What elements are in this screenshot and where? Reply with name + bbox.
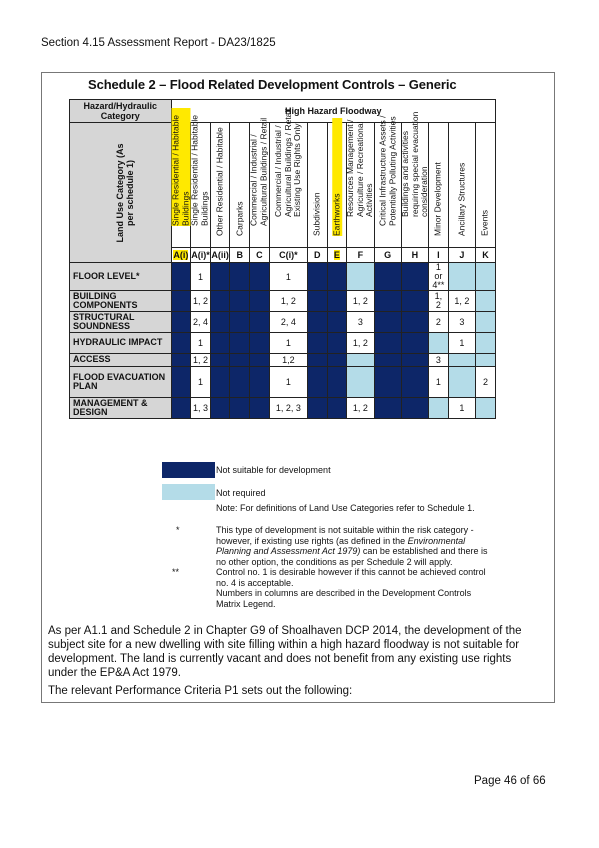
control-cell: 1, 2, 3 <box>269 398 307 419</box>
control-cell: 1, 3 <box>191 398 211 419</box>
control-row <box>70 398 496 419</box>
control-cell: 2 <box>429 312 449 333</box>
control-cell <box>448 367 475 398</box>
control-row <box>70 263 496 291</box>
legend-double-star-text: Control no. 1 is desirable however if this cannot be achieved control no. 4 is acceptable. <box>216 567 486 588</box>
control-row <box>70 354 496 367</box>
control-cell <box>374 312 401 333</box>
category-code <box>307 248 327 263</box>
control-cell <box>475 263 495 291</box>
control-cell <box>429 398 449 419</box>
category-name-cell <box>374 115 401 248</box>
control-label: FLOOD EVACUATION PLAN <box>70 367 172 398</box>
control-cell: 1, 2 <box>347 398 374 419</box>
control-cell <box>250 333 270 354</box>
category-code-text: E <box>333 250 340 260</box>
control-cell: 1 <box>191 367 211 398</box>
category-name: Other Residential / Habitable <box>214 126 225 236</box>
category-name: Single Residential / Habitable Buildings <box>171 108 190 226</box>
control-cell <box>347 367 374 398</box>
control-cell <box>230 354 250 367</box>
control-label: BUILDING COMPONENTS <box>70 291 172 312</box>
control-cell: 3 <box>448 312 475 333</box>
document-header: Section 4.15 Assessment Report - DA23/1825 <box>41 37 276 49</box>
control-cell <box>210 312 230 333</box>
control-cell <box>401 354 428 367</box>
category-name-row <box>70 123 496 248</box>
control-cell: 1, 2 <box>347 291 374 312</box>
category-code <box>230 248 250 263</box>
control-cell <box>307 333 327 354</box>
category-code <box>191 248 211 263</box>
category-name: Commercial / Industrial / Agricultural Buildings / Retail <box>248 117 269 226</box>
control-cell <box>327 398 347 419</box>
category-code <box>374 248 401 263</box>
control-cell <box>475 312 495 333</box>
control-cell: 1 <box>269 333 307 354</box>
control-cell <box>327 312 347 333</box>
control-cell: 1, 2 <box>429 291 449 312</box>
control-cell <box>401 263 428 291</box>
control-cell <box>210 263 230 291</box>
control-cell: 1 <box>191 333 211 354</box>
control-cell <box>401 333 428 354</box>
category-name-cell <box>345 119 375 248</box>
control-cell <box>250 312 270 333</box>
control-cell <box>401 312 428 333</box>
category-name-cell <box>189 114 211 248</box>
category-name-cell <box>475 123 495 248</box>
control-label: HYDRAULIC IMPACT <box>70 333 172 354</box>
control-cell: 3 <box>429 354 449 367</box>
control-cell <box>327 263 347 291</box>
control-cell <box>171 263 191 291</box>
land-use-label <box>70 123 172 263</box>
control-cell <box>307 398 327 419</box>
legend-dark-swatch <box>162 462 215 478</box>
category-code <box>475 248 495 263</box>
control-cell <box>429 333 449 354</box>
control-cell: 3 <box>347 312 374 333</box>
legend-star-text: This type of development is not suitable within the risk category - however, if existing use rights (as defined in the Environmental Planning and Assessment Act 1979) can be established and there is no other option, the conditions as per Schedule 2 will apply. <box>216 525 488 567</box>
hazard-label: Hazard/Hydraulic Category <box>70 100 172 123</box>
control-cell <box>347 354 374 367</box>
control-cell <box>230 291 250 312</box>
category-code-text: H <box>411 250 419 260</box>
category-name-cell <box>170 114 191 248</box>
control-cell <box>171 291 191 312</box>
category-name-cell <box>307 123 327 248</box>
category-code-text: B <box>236 250 244 260</box>
legend-note: Note: For definitions of Land Use Categories refer to Schedule 1. <box>216 503 475 513</box>
control-cell <box>307 291 327 312</box>
control-cell <box>230 367 250 398</box>
control-row <box>70 333 496 354</box>
control-cell <box>171 312 191 333</box>
category-name-cell <box>248 117 270 248</box>
category-name: Minor Development <box>432 161 443 236</box>
category-code-text: C(i)* <box>279 250 298 260</box>
control-cell <box>171 333 191 354</box>
control-cell <box>401 291 428 312</box>
control-cell <box>210 291 230 312</box>
control-cell: 2 <box>475 367 495 398</box>
legend-light-swatch <box>162 484 215 500</box>
category-code <box>429 248 449 263</box>
control-cell <box>448 263 475 291</box>
category-code <box>171 248 191 263</box>
control-label: ACCESS <box>70 354 172 367</box>
control-label: FLOOR LEVEL* <box>70 263 172 291</box>
control-cell: 1 <box>448 333 475 354</box>
control-cell <box>210 354 230 367</box>
control-cell <box>374 354 401 367</box>
control-cell <box>307 312 327 333</box>
category-name: Single Residential / Habitable Buildings <box>189 114 210 226</box>
control-cell <box>230 312 250 333</box>
control-cell <box>307 367 327 398</box>
control-cell <box>374 333 401 354</box>
category-code-text: D <box>314 250 321 260</box>
category-name: Carparks <box>234 201 245 236</box>
category-name: Earthworks <box>332 118 342 236</box>
body-paragraph-2: The relevant Performance Criteria P1 sets out the following: <box>48 685 353 697</box>
control-label: STRUCTURAL SOUNDNESS <box>70 312 172 333</box>
control-cell <box>401 398 428 419</box>
control-cell <box>210 333 230 354</box>
control-cell <box>475 333 495 354</box>
control-cell <box>210 367 230 398</box>
control-cell: 2, 4 <box>269 312 307 333</box>
category-code <box>448 248 475 263</box>
control-cell <box>171 398 191 419</box>
category-name-cell <box>230 123 250 248</box>
control-cell <box>230 263 250 291</box>
category-name-cell <box>399 111 429 248</box>
category-name: Ancillary Structures <box>456 162 467 236</box>
control-cell: 1 or 4** <box>429 263 449 291</box>
control-cell <box>374 398 401 419</box>
control-cell <box>347 263 374 291</box>
land-use-label-text: Land Use Category (As per schedule 1) <box>115 142 135 243</box>
category-code-text: K <box>482 250 489 260</box>
control-cell <box>250 263 270 291</box>
category-code-text: C <box>256 250 263 260</box>
control-cell <box>374 367 401 398</box>
control-cell: 1, 2 <box>448 291 475 312</box>
category-name: Events <box>479 209 490 236</box>
control-cell <box>171 354 191 367</box>
control-cell <box>448 354 475 367</box>
category-code <box>347 248 374 263</box>
control-cell <box>327 291 347 312</box>
control-cell: 1,2 <box>269 354 307 367</box>
control-cell <box>374 291 401 312</box>
control-cell <box>171 367 191 398</box>
control-cell: 1 <box>191 263 211 291</box>
control-cell: 1, 2 <box>191 354 211 367</box>
control-cell <box>250 398 270 419</box>
control-cell: 1, 2 <box>269 291 307 312</box>
control-cell <box>475 291 495 312</box>
legend-star-symbol: * <box>176 525 180 535</box>
body-paragraph-1: As per A1.1 and Schedule 2 in Chapter G9 of Shoalhaven DCP 2014, the development of the subject site for a new dwelling with site filling within a high hazard floodway is not suitable for development. The land is currently vacant and does not benefit from any existing use rights under the EP&A Act 1979. <box>48 625 522 679</box>
control-cell: 2, 4 <box>191 312 211 333</box>
category-code-text: J <box>459 250 465 260</box>
category-name: Commercial / Industrial / Agricultural Buildings / Retail Existing Use Rights Only <box>273 108 303 217</box>
legend-light-label: Not required <box>216 488 266 498</box>
control-row <box>70 367 496 398</box>
control-cell: 1 <box>429 367 449 398</box>
page-number: Page 46 of 66 <box>474 775 546 787</box>
control-row <box>70 291 496 312</box>
category-code-text: A(i) <box>173 250 189 260</box>
category-code <box>210 248 230 263</box>
category-code-text: F <box>357 250 364 260</box>
control-row <box>70 312 496 333</box>
control-cell <box>374 263 401 291</box>
category-code-text: A(i)* <box>191 250 210 260</box>
category-code-text: I <box>437 250 440 260</box>
category-name: Subdivision <box>311 192 322 236</box>
control-cell <box>307 354 327 367</box>
category-name: Buildings and activities requiring special evacuation consideration <box>399 111 429 217</box>
control-label: MANAGEMENT & DESIGN <box>70 398 172 419</box>
legend-numbers-note: Numbers in columns are described in the Development Controls Matrix Legend. <box>216 588 472 609</box>
category-name-cell <box>269 108 307 248</box>
category-name-cell <box>448 123 475 248</box>
control-cell <box>230 398 250 419</box>
category-code-text: A(ii) <box>211 250 229 260</box>
category-code <box>250 248 270 263</box>
flood-controls-table <box>69 99 496 419</box>
control-cell: 1, 2 <box>347 333 374 354</box>
control-cell: 1, 2 <box>191 291 211 312</box>
category-code <box>327 248 347 263</box>
hazard-value: High Hazard Floodway <box>171 100 495 123</box>
category-code <box>401 248 428 263</box>
category-name-cell <box>210 123 230 248</box>
category-code-text: G <box>384 250 392 260</box>
legend-dark-label: Not suitable for development <box>216 465 331 475</box>
control-cell <box>327 333 347 354</box>
control-cell <box>210 398 230 419</box>
control-cell <box>307 263 327 291</box>
control-cell: 1 <box>269 367 307 398</box>
schedule-title: Schedule 2 – Flood Related Development Controls – Generic <box>88 77 457 92</box>
control-cell <box>475 398 495 419</box>
control-cell <box>250 354 270 367</box>
category-name: Resources Management / Agriculture / Recreational Activities <box>345 119 375 217</box>
control-cell <box>327 367 347 398</box>
control-cell <box>401 367 428 398</box>
control-cell <box>230 333 250 354</box>
category-code <box>269 248 307 263</box>
category-name: Critical Infrastructure Assets / Potentially Polluting Activities <box>377 115 397 226</box>
control-cell <box>327 354 347 367</box>
legend-double-star-symbol: ** <box>172 567 180 577</box>
control-cell <box>250 291 270 312</box>
control-cell: 1 <box>269 263 307 291</box>
category-name-cell <box>429 123 449 248</box>
control-cell <box>250 367 270 398</box>
control-cell: 1 <box>448 398 475 419</box>
control-cell <box>475 354 495 367</box>
